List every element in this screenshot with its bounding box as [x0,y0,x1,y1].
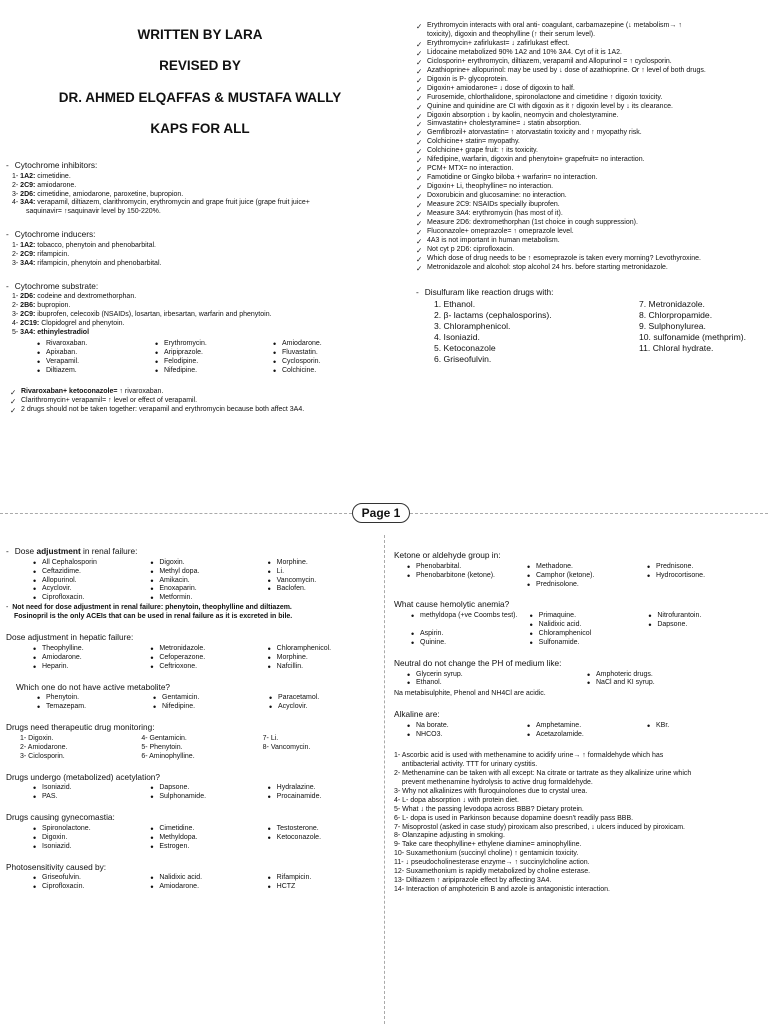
inducer-item [12,260,384,269]
interaction-check-item [10,397,384,406]
inducer-item-key: 3A4: [20,259,36,267]
hepatic-drug: • Cefoperazone. [149,654,260,663]
numbered-fact: 3- Why not alkalinizes with fluroquinolones due to crystal urea. [394,787,588,795]
substrate-drug: • Felodipine. [154,358,266,367]
numbered-fact: 11- ↓ pseudocholinesterase enzyme→ ↑ succinylcholine action. [394,859,590,867]
inhibitor-item-key: 3A4: [20,199,36,207]
page-divider-right [410,513,768,514]
substrate-item [12,311,384,320]
page2-right-column [394,550,760,895]
substrate-item-text: ibuprofen, celecoxib (NSAIDs), losartan, irbesartan, warfarin and phenytoin. [35,311,272,319]
metabolite-drug: • Nifedipine. [152,703,262,712]
gynecomastia-drug: • Estrogen. [149,843,260,852]
inhibitor-item-num: 1- [12,172,21,180]
hepatic-drug: • Amiodarone. [32,654,143,663]
tdm-drug: 5- Phenytoin. [141,743,183,751]
interaction-bold: Rivaroxaban+ ketoconazole= [21,388,118,396]
interaction-check-item: ✓ Not cyt p 2D6: ciprofloxacin. [416,246,764,255]
disulfuram-row [434,310,764,321]
hemolytic-title: What cause hemolytic anemia? [394,599,510,610]
header-written-by: WRITTEN BY LARA [137,27,263,42]
hepatic-drug: • Metronidazole. [149,645,260,654]
photosensitivity-drug: • Griseofulvin. [32,874,143,883]
hepatic-drug: • Theophylline. [32,645,143,654]
inducer-item-text: rifampicin, phenytoin and phenobarbital. [35,259,162,267]
numbered-facts-list [394,752,760,895]
numbered-fact: 9- Take care theophylline+ ethylene diamine= aminophylline. [394,841,582,849]
page2-left-column [6,546,378,892]
tdm-drug: 1- Digoxin. [20,734,54,742]
inhibitors-cont: saquinavir= ↑saquinavir level by 150-220%. [26,208,161,216]
tdm-title: Drugs need therapeutic drug monitoring: [6,722,155,733]
inhibitor-item-key: 2D6: [20,190,36,198]
disulfuram-drug: 5. Ketoconazole [434,343,496,354]
ketone-title: Ketone or aldehyde group in: [394,550,501,560]
renal-drug: • Methyl dopa. [149,568,260,577]
interaction-check-item: ✓ Lidocaine metabolized 90% 1A2 and 10% 3A4. Cyt of it is 1A2. [416,49,764,58]
neutral-drug: • NaCl and KI syrup. [586,679,760,688]
header-authors: DR. AHMED ELQAFFAS & MUSTAFA WALLY [58,89,342,105]
inhibitor-item [12,182,384,191]
substrate-item-key: 2C19: [20,320,40,328]
inhibitor-item-text: amiodarone. [35,181,77,189]
disulfuram-section [416,287,764,366]
disulfuram-row [434,321,764,332]
metabolite-drug: • Phenytoin. [36,694,146,703]
disulfuram-drug: 1. Ethanol. [434,299,476,310]
numbered-fact: 1- Ascorbic acid is used with methenamine to acidify urine→ ↑ formaldehyde which has [394,751,664,759]
renal-drug-grid [6,559,378,604]
substrate-item-text: codeine and dextromethorphan. [35,293,137,301]
tdm-drug: 4- Gentamicin. [141,734,187,742]
alkaline-drug: • KBr. [646,722,760,731]
disulfuram-drug: 10. sulfonamide (methprim). [639,332,746,343]
interaction-check-item: ✓ Erythromycin+ zafirlukast= ↓ zafirlukast effect. [416,40,764,49]
substrate-item-num: 1- [12,293,21,301]
gynecomastia-title: Drugs causing gynecomastia: [6,812,115,823]
inhibitor-item-text: cimetidine. [35,172,71,180]
substrate-drug: • Cyclosporin. [272,358,384,367]
acetylation-title: Drugs undergo (metabolized) acetylation? [6,771,161,782]
renal-drug: • Enoxaparin. [149,585,260,594]
renal-title: - Dose adjustment in renal failure: [6,546,138,556]
metabolite-drug: • Temazepam. [36,703,146,712]
hepatic-drug-grid [6,645,378,672]
metabolite-drug-grid [6,694,378,712]
numbered-fact: 8- Olanzapine adjusting in smoking. [394,832,505,840]
substrate-item-key: 2C9: [20,311,36,319]
gynecomastia-drug: • Ketoconazole. [267,834,378,843]
substrate-drug: • Colchicine. [272,367,384,376]
inducer-item-num: 2- [12,250,21,258]
photosensitivity-drug: • Rifampicin. [267,874,378,883]
acetylation-drug: • Sulphonamide. [149,793,260,802]
substrate-item-num: 5- [12,329,21,337]
substrate-drug-grid [6,340,384,376]
hepatic-drug: • Nafcillin. [267,663,378,672]
ketone-drug: • Camphor (ketone). [526,572,640,581]
page-divider-left [0,513,352,514]
interaction-check-item: ✓ Which dose of drug needs to be ↑ esomeprazole is taken every morning? Levothyroxine. [416,255,764,264]
gynecomastia-drug: • Digoxin. [32,834,143,843]
inducer-item [12,251,384,260]
gynecomastia-drug-grid [6,825,378,852]
numbered-fact: 13- Diltiazem ↑ aripiprazole effect by affecting 3A4. [394,877,552,885]
hemolytic-drug: • Nitrofurantoin. [647,612,760,621]
substrate-item-num: 3- [12,311,21,319]
inducer-item-text: tobacco, phenytoin and phenobarbital. [35,241,157,249]
alkaline-drug: • Amphetamine. [526,722,640,731]
hemolytic-drug: • Sulfonamide. [529,639,642,648]
inhibitor-item-num: 3- [12,190,21,198]
interaction-check-item: ✓ Digoxin+ Li, theophylline= no interaction. [416,183,764,192]
substrate-drug: • Apixaban. [36,349,148,358]
gynecomastia-drug: • Cimetidine. [149,825,260,834]
interaction-check-item: ✓ 4A3 is not important in human metabolism. [416,237,764,246]
metabolite-drug: • Paracetamol. [268,694,378,703]
numbered-fact: antibacterial activity. TTT for urinary cystitis. [394,760,538,768]
interaction-check-item: ✓ Metronidazole and alcohol: stop alcohol 24 hrs. before starting metronidazole. [416,264,764,273]
substrate-drug: • Nifedipine. [154,367,266,376]
disulfuram-row [434,343,764,354]
hepatic-drug: • Heparin. [32,663,143,672]
inducers-title: - Cytochrome inducers: [6,229,96,240]
inducer-item-key: 1A2: [20,241,36,249]
tdm-drug-grid [6,735,378,762]
interaction-check-item: ✓ PCM+ MTX= no interaction. [416,165,764,174]
inducers-list [6,242,384,269]
substrate-drug: • Fluvastatin. [272,349,384,358]
inhibitor-item-key: 2C9: [20,181,36,189]
inhibitor-item [12,199,384,208]
numbered-fact: prevent methenamine hydrolysis to active drug formaldehyde. [394,778,593,786]
metabolite-drug: • Acyclovir. [268,703,378,712]
header-revised-by: REVISED BY [159,58,241,74]
photosensitivity-drug: • Amiodarone. [149,883,260,892]
substrate-item-text: Clopidogrel and phenytoin. [39,320,125,328]
photosensitivity-drug-grid [6,874,378,892]
gynecomastia-drug: • Spironolactone. [32,825,143,834]
substrate-drug: • Aripiprazole. [154,349,266,358]
interaction-check-item: ✓ Famotidine or Gingko biloba + warfarin= no interaction. [416,174,764,183]
acetylation-drug: • Isoniazid. [32,784,143,793]
metabolite-title: Which one do not have active metabolite? [16,681,171,692]
hemolytic-drug: • Quinine. [410,639,523,648]
hemolytic-drug: • methyldopa (+ve Coombs test). [410,612,523,621]
inhibitors-list [6,173,384,209]
inhibitor-item-text: verapamil, diltiazem, clarithromycin, erythromycin and grape fruit juice (grape fruit juice+ [35,199,310,207]
numbered-fact: 14- Interaction of amphotericin B and azole is antagonistic interaction. [394,886,610,894]
numbered-fact: 6- L- dopa is used in Parkinson because dopamine doesn't readily pass BBB. [394,814,634,822]
substrate-title: - Cytochrome substrate: [6,280,99,291]
interaction-check-item: ✓ Nifedipine, warfarin, digoxin and phenytoin+ grapefruit= no interaction. [416,156,764,165]
substrate-item-key: 3A4: ethinylestradiol [20,329,90,337]
renal-drug: • All Cephalosporin [32,559,143,568]
alkaline-drug: • Acetazolamide. [526,731,640,740]
page1-right-column [416,22,764,365]
ketone-drug: • Phenobarbital. [406,563,520,572]
disulfuram-drug: 8. Chlorpropamide. [639,310,713,321]
tdm-drug: 6- Aminophylline. [141,752,195,760]
header-kaps: KAPS FOR ALL [150,120,250,136]
numbered-fact: 2- Methenamine can be taken with all except: Na citrate or tartrate as they alkalinize urine which [394,769,692,777]
disulfuram-drug: 2. β- lactams (cephalosporins). [434,310,552,321]
neutral-drug: • Glycerin syrup. [406,671,580,680]
renal-drug: • Allopurinol. [32,577,143,586]
disulfuram-list [416,299,764,365]
ketone-drug: • Methadone. [526,563,640,572]
interaction-check-item: ✓ Azathioprine+ allopurinol: may be used by ↓ dose of azathioprine. Or ↑ level of both drugs. [416,67,764,76]
document-header [20,26,380,137]
inhibitor-item [12,191,384,200]
neutral-title: Neutral do not change the PH of medium like: [394,657,562,668]
metabolite-drug: • Gentamicin. [152,694,262,703]
interaction-check-item: ✓ Colchicine+ grape fruit: ↑ its toxicity. [416,147,764,156]
gynecomastia-drug: • Isoniazid. [32,843,143,852]
hemolytic-drug-grid [394,612,760,648]
ketone-drug-grid [394,563,760,590]
tdm-drug [263,753,378,762]
disulfuram-drug: 9. Sulphonylurea. [639,321,706,332]
disulfuram-row [434,299,764,310]
interaction-check-item: ✓ Quinine and quinidine are CI with digoxin as it ↑ digoxin level by ↓ its clearance. [416,103,764,112]
neutral-drug: • Amphoteric drugs. [586,671,760,680]
inhibitor-item-num: 2- [12,181,21,189]
inhibitor-item [12,173,384,182]
alkaline-drug: • NHCO3. [406,731,520,740]
interaction-check-item: ✓ Measure 3A4: erythromycin (has most of it). [416,210,764,219]
ketone-drug: • Prednisolone. [526,581,640,590]
neutral-drug-grid [394,671,760,689]
renal-drug: • Ceftazidime. [32,568,143,577]
interaction-check-item: ✓ Digoxin+ amiodarone= ↓ dose of digoxin to half. [416,85,764,94]
hepatic-drug: • Morphine. [267,654,378,663]
inducer-item-num: 3- [12,259,21,267]
tdm-drug: 2- Amiodarone. [20,743,68,751]
renal-drug: • Morphine. [267,559,378,568]
disulfuram-drug: 4. Isoniazid. [434,332,480,343]
renal-note-2: Fosinopril is the only ACEIs that can be used in renal failure as it is excreted in bile. [14,613,293,621]
page-number-badge: Page 1 [352,503,410,523]
disulfuram-drug [639,354,764,365]
substrate-drug: • Rivaroxaban. [36,340,148,349]
interaction-check-item: ✓ Digoxin is P- glycoprotein. [416,76,764,85]
numbered-fact: 4- L- dopa absorption ↓ with protein diet. [394,796,519,804]
inhibitor-item-num: 4- [12,199,21,207]
disulfuram-drug: 7. Metronidazole. [639,299,705,310]
gynecomastia-drug: • Methyldopa. [149,834,260,843]
disulfuram-drug: 11. Chloral hydrate. [639,343,714,354]
renal-drug: • Digoxin. [149,559,260,568]
acetylation-drug: • PAS. [32,793,143,802]
interaction-check-item: ✓ Ciclosporin+ erythromycin, diltiazem, verapamil and Allopurinol = ↑ cyclosporin. [416,58,764,67]
hepatic-drug: • Chloramphenicol. [267,645,378,654]
interaction-text: ↑ rivaroxaban. [117,388,164,396]
interaction-text: 2 drugs should not be taken together: verapamil and erythromycin because both affect 3A4. [21,405,305,413]
interaction-check-item: toxicity), digoxin and theophylline (↑ their serum level). [427,30,596,38]
disulfuram-drug: 6. Griseofulvin. [434,354,492,365]
inhibitor-item-key: 1A2: [20,172,36,180]
hepatic-drug: • Ceftrioxone. [149,663,260,672]
interaction-check-item: ✓ Measure 2C9: NSAIDs specially ibuprofen. [416,201,764,210]
inhibitors-title: - Cytochrome inhibitors: [6,160,98,170]
renal-note-1: - Not need for dose adjustment in renal failure: phenytoin, theophylline and diltiazem. [6,604,292,612]
acetylation-drug-grid [6,784,378,802]
substrate-drug: • Diltiazem. [36,367,148,376]
inducer-item-key: 2C9: [20,250,36,258]
renal-drug: • Amikacin. [149,577,260,586]
tdm-drug: 7- Li. [262,734,279,742]
alkaline-title: Alkaline are: [394,709,440,720]
column-divider [384,535,385,1024]
renal-drug: • Baclofen. [267,585,378,594]
acetylation-drug: • Dapsone. [149,784,260,793]
inhibitor-item-text: cimetidine, amiodarone, paroxetine, bupropion. [35,190,184,198]
renal-drug: • Acyclovir. [32,585,143,594]
hepatic-title: Dose adjustment in hepatic failure: [6,632,134,643]
renal-drug: • Metformin. [149,594,260,603]
interaction-check-item: ✓ Colchicine+ statin= myopathy. [416,138,764,147]
interaction-check-item: ✓ Doxorubicin and glucosamine: no interaction. [416,192,764,201]
substrate-drug: • Amiodarone. [272,340,384,349]
neutral-drug: • Ethanol. [406,679,580,688]
photosensitivity-title: Photosensitivity caused by: [6,861,107,872]
interaction-check-item: ✓ Measure 2D6: dextromethorphan (1st choice in cough suppression). [416,219,764,228]
interaction-check-item: ✓ Furosemide, chlorthalidone, spironolactone and cimetidine ↑ digoxin toxicity. [416,94,764,103]
interaction-check-item [10,388,384,397]
interaction-checklist [416,22,764,273]
photosensitivity-drug: • HCTZ [267,883,378,892]
substrate-drug: • Erythromycin. [154,340,266,349]
numbered-fact: 12- Suxamethonium is rapidly metabolized by choline esterase. [394,868,591,876]
interaction-check-item: ✓ Erythromycin interacts with oral anti- coagulant, carbamazepine (↓ metabolism→ ↑ [416,22,764,31]
alkaline-drug-grid [394,722,760,740]
tdm-drug: 8- Vancomycin. [262,743,311,751]
substrate-item [12,302,384,311]
tdm-drug: 3- Ciclosporin. [20,752,65,760]
hemolytic-drug: • Primaquine. [529,612,642,621]
disulfuram-title: - Disulfuram like reaction drugs with: [416,286,554,297]
numbered-fact: 10- Suxamethonium (succinyl choline) ↑ gentamicin toxicity. [394,850,579,858]
numbered-fact: 5- What ↓ the passing levodopa across BBB? Dietary protein. [394,805,584,813]
alkaline-drug: • Na borate. [406,722,520,731]
inducer-item [12,242,384,251]
interaction-check-item: ✓ Simvastatin+ cholestyramine= ↓ statin absorption. [416,120,764,129]
ketone-drug: • Phenobarbitone (ketone). [406,572,520,581]
disulfuram-row [434,354,764,365]
interactions-left [6,388,384,415]
acetylation-drug: • Procainamide. [267,793,378,802]
hemolytic-drug: • Chloramphenicol [529,630,642,639]
disulfuram-row [434,332,764,343]
acetylation-drug: • Hydralazine. [267,784,378,793]
substrate-item-key: 2B6: [20,302,36,310]
substrate-item-num: 4- [12,320,21,328]
gynecomastia-drug: • Testosterone. [267,825,378,834]
substrate-item [12,320,384,329]
renal-drug: • Ciprofloxacin. [32,594,143,603]
substrate-item-text: bupropion. [35,302,71,310]
substrate-item [12,329,384,338]
interaction-text: Clarithromycin+ verapamil= ↑ level or effect of verapamil. [21,396,198,404]
ketone-drug: • Hydrocortisone. [646,572,760,581]
photosensitivity-drug: • Nalidixic acid. [149,874,260,883]
substrate-drug: • Verapamil. [36,358,148,367]
renal-drug: • Vancomycin. [267,577,378,586]
interaction-check-item: ✓ Gemfibrozil+ atorvastatin= ↑ atorvastatin toxicity and ↑ myopathy risk. [416,129,764,138]
interaction-check-item: ✓ Fluconazole+ omeprazole= ↑ omeprazole level. [416,228,764,237]
numbered-fact: 7- Misoprostol (asked in case study) piroxicam also prescribed, ↓ ulcers induced by piroxicam. [394,823,686,831]
hemolytic-drug: • Nalidixic acid. [529,621,642,630]
inducer-item-num: 1- [12,241,21,249]
substrate-item-key: 2D6: [20,293,36,301]
substrate-item [12,293,384,302]
disulfuram-drug: 3. Chloramphenicol. [434,321,511,332]
substrate-list [6,293,384,338]
interaction-check-item: ✓ Digoxin absorption ↓ by kaolin, neomycin and cholestyramine. [416,112,764,121]
hemolytic-drug: • Aspirin. [410,630,523,639]
photosensitivity-drug: • Ciprofloxacin. [32,883,143,892]
interaction-check-item [10,406,384,415]
hemolytic-drug: • Dapsone. [647,621,760,630]
substrate-item-num: 2- [12,302,21,310]
neutral-note: Na metabisulphite, Phenol and NH4Cl are acidic. [394,690,546,698]
ketone-drug: • Prednisone. [646,563,760,572]
page1-left-column [6,160,384,415]
renal-drug: • Li. [267,568,378,577]
inducer-item-text: rifampicin. [35,250,70,258]
